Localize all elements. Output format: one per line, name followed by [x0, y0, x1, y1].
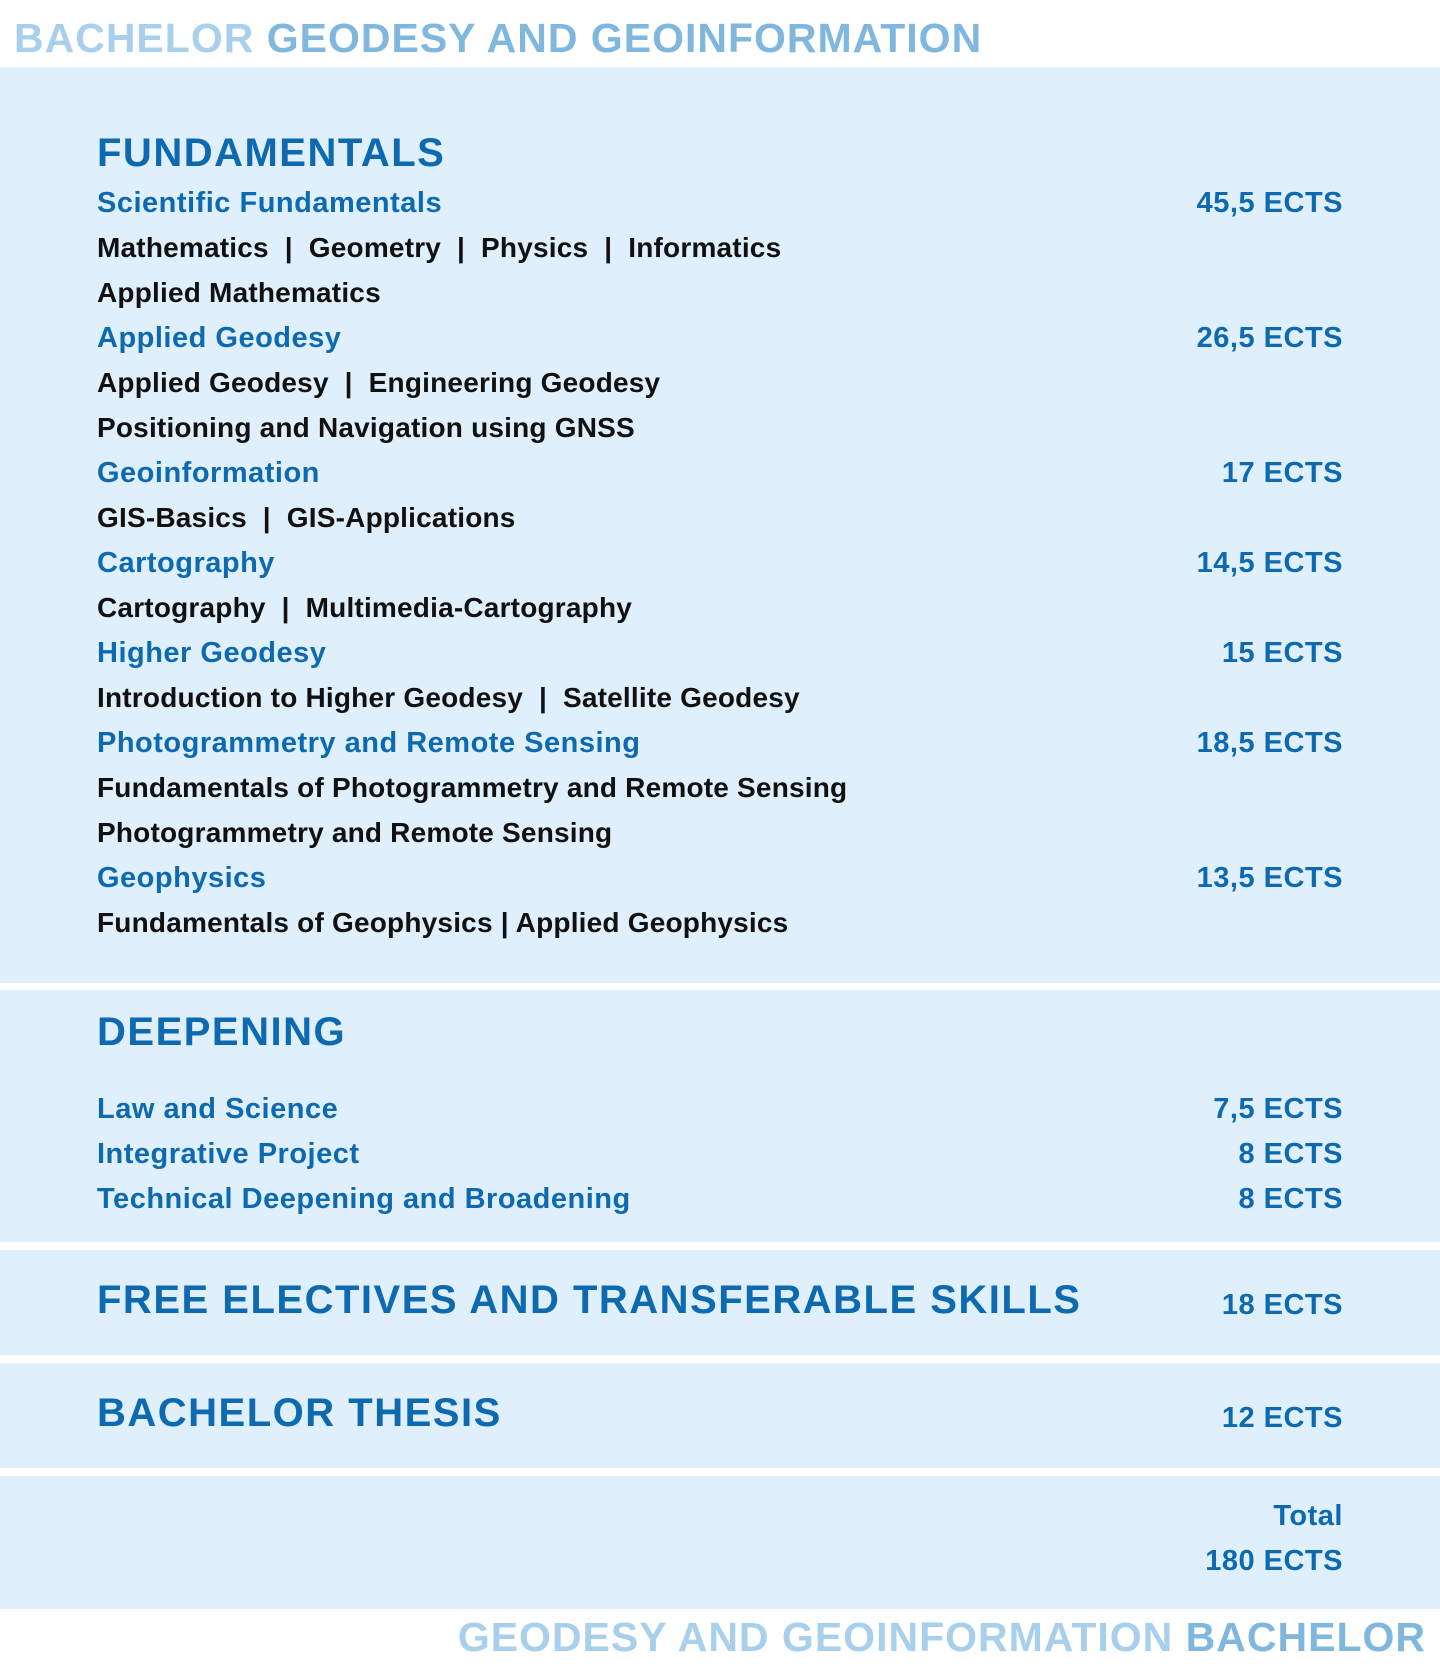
electives-panel	[0, 1250, 1440, 1355]
group-ects: 18,5 ECTS	[1196, 727, 1343, 759]
electives-title: FREE ELECTIVES AND TRANSFERABLE SKILLS	[97, 1278, 1082, 1322]
group-name: Geophysics	[97, 862, 267, 894]
page-footer	[458, 1609, 1426, 1665]
course-line: Fundamentals of Photogrammetry and Remote Sensing	[97, 772, 848, 803]
group-name: Cartography	[97, 547, 275, 579]
course-line: Mathematics | Geometry | Physics | Informatics	[97, 232, 782, 263]
footer-bachelor: BACHELOR	[1185, 1614, 1426, 1660]
deepening-item-ects: 8 ECTS	[1238, 1138, 1343, 1170]
course-line: Fundamentals of Geophysics | Applied Geophysics	[97, 907, 789, 938]
group-ects: 15 ECTS	[1221, 637, 1343, 669]
deepening-item-name: Technical Deepening and Broadening	[97, 1183, 631, 1215]
group-ects: 13,5 ECTS	[1196, 862, 1343, 894]
course-line: GIS-Basics | GIS-Applications	[97, 502, 516, 533]
course-line: Photogrammetry and Remote Sensing	[97, 817, 613, 848]
group-name: Photogrammetry and Remote Sensing	[97, 727, 641, 759]
group-name: Higher Geodesy	[97, 637, 327, 669]
page-header	[14, 10, 982, 66]
course-line: Applied Geodesy | Engineering Geodesy	[97, 367, 661, 398]
deepening-title: DEEPENING	[97, 1010, 347, 1054]
deepening-item-ects: 7,5 ECTS	[1213, 1093, 1343, 1125]
thesis-title: BACHELOR THESIS	[97, 1391, 502, 1435]
thesis-ects: 12 ECTS	[1221, 1402, 1343, 1434]
header-program: GEODESY AND GEOINFORMATION	[266, 15, 983, 61]
footer-program: GEODESY AND GEOINFORMATION	[457, 1614, 1174, 1660]
thesis-panel	[0, 1363, 1440, 1468]
course-line: Applied Mathematics	[97, 277, 381, 308]
fundamentals-title: FUNDAMENTALS	[97, 131, 446, 175]
deepening-item-name: Law and Science	[97, 1093, 339, 1125]
course-line: Positioning and Navigation using GNSS	[97, 412, 635, 443]
group-name: Geoinformation	[97, 457, 320, 489]
deepening-item-name: Integrative Project	[97, 1138, 360, 1170]
header-bachelor: BACHELOR	[14, 15, 255, 61]
total-ects: 180 ECTS	[1205, 1545, 1343, 1577]
fundamentals-panel	[0, 67, 1440, 983]
course-line: Introduction to Higher Geodesy | Satellite Geodesy	[97, 682, 800, 713]
total-panel	[0, 1476, 1440, 1609]
total-label: Total	[1273, 1500, 1343, 1532]
deepening-item-ects: 8 ECTS	[1238, 1183, 1343, 1215]
group-name: Applied Geodesy	[97, 322, 342, 354]
group-ects: 26,5 ECTS	[1196, 322, 1343, 354]
group-ects: 45,5 ECTS	[1196, 187, 1343, 219]
course-line: Cartography | Multimedia-Cartography	[97, 592, 633, 623]
group-ects: 17 ECTS	[1221, 457, 1343, 489]
group-name: Scientific Fundamentals	[97, 187, 443, 219]
electives-ects: 18 ECTS	[1221, 1289, 1343, 1321]
deepening-panel	[0, 990, 1440, 1242]
group-ects: 14,5 ECTS	[1196, 547, 1343, 579]
